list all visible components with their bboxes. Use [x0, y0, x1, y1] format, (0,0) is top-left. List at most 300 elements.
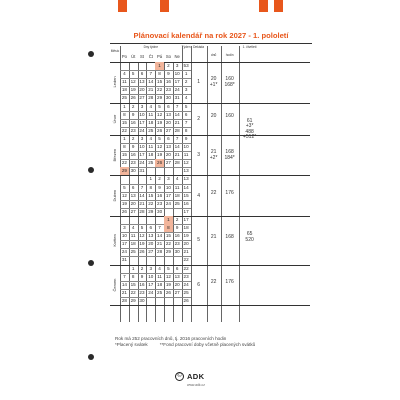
- month-number: 6: [197, 281, 200, 288]
- day-cell: 13: [130, 192, 136, 198]
- day-cell: 19: [139, 241, 145, 247]
- week-number: 9: [184, 135, 188, 141]
- month-number: 4: [197, 192, 200, 199]
- week-number: 19: [183, 233, 189, 239]
- week-number: 20: [183, 241, 189, 247]
- day-cell: 13: [148, 233, 154, 239]
- month-hours: 176: [225, 189, 234, 196]
- day-cell: 31: [121, 257, 127, 263]
- week-number: 2: [184, 79, 188, 85]
- weekday-label: Po: [121, 54, 127, 59]
- footer-notes: [115, 336, 315, 347]
- day-cell: 27: [165, 160, 171, 166]
- week-number: 21: [183, 249, 189, 255]
- day-cell: 3: [123, 225, 126, 230]
- day-cell: 4: [149, 135, 153, 141]
- week-number: 4: [184, 95, 188, 101]
- day-cell: 18: [130, 241, 136, 247]
- day-cell: 24: [121, 249, 127, 255]
- day-cell: 7: [175, 135, 179, 141]
- day-cell: 6: [175, 265, 179, 271]
- day-cell: 29: [157, 95, 163, 101]
- month-name: Květen: [112, 233, 117, 247]
- day-cell: [164, 256, 173, 264]
- day-cell: 24: [139, 160, 145, 166]
- grid-line: [239, 46, 240, 322]
- month-name: Duben: [112, 189, 117, 202]
- day-cell: [164, 297, 173, 305]
- day-cell: 9: [131, 144, 135, 149]
- day-cell: 31: [139, 168, 145, 174]
- month-days: 20 +1*: [209, 76, 218, 88]
- day-cell: 14: [157, 233, 163, 239]
- day-cell: 7: [149, 71, 153, 77]
- day-cell: [155, 216, 164, 224]
- month-hours: 160: [225, 112, 234, 119]
- month-number: 1: [197, 79, 200, 86]
- day-cell: 18: [157, 281, 163, 287]
- header-half: 1. čtvrtletí: [242, 45, 257, 49]
- day-cell: 5: [158, 103, 161, 109]
- punch-hole: [88, 260, 94, 266]
- page-title: Plánovací kalendář na rok 2027 - 1. pololetí: [133, 31, 289, 40]
- day-cell: [120, 175, 129, 183]
- day-cell: 22: [121, 160, 127, 166]
- day-cell: 21: [139, 200, 145, 206]
- day-cell: 2: [158, 176, 161, 182]
- week-number: 16: [183, 200, 189, 206]
- month-name: Leden: [112, 76, 117, 88]
- day-cell: 25: [130, 249, 136, 255]
- day-cell: 18: [121, 87, 127, 93]
- day-cell: [173, 208, 182, 216]
- day-cell: 4: [131, 225, 135, 230]
- month-days: 22: [210, 189, 217, 196]
- day-cell: 5: [140, 225, 144, 230]
- day-cell: 5: [123, 184, 126, 190]
- day-cell: 3: [140, 135, 144, 141]
- index-tab: [160, 0, 169, 12]
- day-cell: 12: [165, 273, 171, 279]
- day-cell: 25: [157, 289, 163, 295]
- header-hours: hodin: [225, 53, 234, 57]
- day-cell: 25: [121, 95, 127, 101]
- day-cell: 2: [175, 216, 179, 222]
- day-cell: 5: [158, 135, 161, 141]
- month-days: 22: [210, 278, 217, 285]
- day-cell: 15: [130, 281, 136, 287]
- index-tab: [259, 0, 268, 12]
- day-cell: [155, 167, 164, 175]
- day-cell: 23: [174, 241, 180, 247]
- month-days: 20: [210, 112, 217, 119]
- day-cell: 13: [165, 144, 171, 149]
- week-number: 17: [183, 216, 189, 222]
- week-number: 11: [183, 152, 189, 158]
- day-cell: 26: [157, 160, 163, 166]
- day-cell: 5: [131, 71, 135, 77]
- day-cell: 28: [157, 249, 163, 255]
- day-cell: 8: [158, 71, 161, 77]
- day-cell: 13: [174, 273, 180, 279]
- day-cell: [129, 62, 138, 70]
- day-cell: 17: [174, 79, 180, 85]
- day-cell: 18: [148, 152, 154, 158]
- day-cell: 12: [130, 79, 136, 85]
- day-cell: 2: [131, 103, 135, 109]
- day-cell: 15: [165, 233, 171, 239]
- day-cell: 4: [149, 103, 153, 109]
- day-cell: 19: [121, 200, 127, 206]
- day-cell: 23: [130, 127, 136, 133]
- month-name: Březen: [112, 148, 117, 162]
- weekday-label: Út: [131, 54, 136, 59]
- day-cell: 3: [175, 63, 179, 68]
- day-cell: 8: [123, 111, 126, 117]
- footer-line: Rok má 252 pracovních dnů, tj. 2016 pracovních hodin: [115, 336, 227, 341]
- header-month: Měsíc: [110, 49, 120, 53]
- day-cell: 17: [139, 152, 145, 158]
- day-cell: 10: [139, 111, 145, 117]
- month-hours: 176: [225, 278, 234, 285]
- day-cell: 8: [123, 144, 126, 149]
- day-cell: 27: [130, 208, 136, 214]
- title-bar: [110, 31, 312, 44]
- day-cell: 3: [149, 265, 153, 271]
- day-cell: 1: [131, 265, 135, 271]
- day-cell: 9: [175, 225, 179, 230]
- brand-name: ADK: [187, 372, 205, 381]
- week-number: 26: [183, 297, 189, 303]
- month-hours: 168 184*: [224, 149, 235, 161]
- day-cell: 6: [167, 103, 170, 109]
- week-number: 25: [183, 289, 189, 295]
- day-cell: 15: [121, 152, 127, 158]
- day-cell: 26: [157, 127, 163, 133]
- day-cell: 27: [139, 95, 145, 101]
- header-days: dnů: [210, 53, 217, 57]
- day-cell: 28: [174, 160, 180, 166]
- day-cell: 24: [174, 87, 180, 93]
- week-number: 3: [184, 87, 188, 93]
- day-cell: 26: [130, 95, 136, 101]
- day-cell: 10: [121, 233, 127, 239]
- quarter-total: 65 520: [245, 231, 254, 243]
- grid-line: [110, 305, 310, 306]
- day-cell: 11: [157, 273, 162, 279]
- day-cell: 14: [174, 111, 180, 117]
- day-cell: 4: [123, 71, 126, 77]
- day-cell: [120, 62, 129, 70]
- punch-hole: [88, 167, 94, 173]
- day-cell: 21: [157, 241, 163, 247]
- day-cell: 22: [121, 127, 127, 133]
- day-cell: 30: [157, 208, 163, 214]
- day-cell: 2: [167, 63, 170, 68]
- day-cell: 29: [130, 297, 136, 303]
- day-cell: 9: [167, 71, 170, 77]
- day-cell: 3: [167, 176, 170, 182]
- week-number: 13: [183, 168, 189, 174]
- day-cell: 14: [174, 144, 180, 149]
- week-number: 12: [183, 160, 189, 166]
- day-cell: 27: [148, 249, 154, 255]
- day-cell: 1: [123, 103, 126, 109]
- day-cell: 13: [139, 79, 145, 85]
- day-cell: 28: [148, 95, 154, 101]
- day-cell: 12: [121, 192, 127, 198]
- day-cell: 4: [158, 265, 161, 271]
- day-cell: 20: [165, 119, 171, 125]
- day-cell: 19: [157, 152, 163, 158]
- day-cell: 29: [121, 168, 127, 174]
- day-cell: 26: [121, 208, 127, 214]
- day-cell: 16: [174, 233, 180, 239]
- week-number: 10: [183, 144, 189, 149]
- month-hours: 160 168*: [224, 76, 235, 88]
- day-cell: 12: [139, 233, 145, 239]
- day-cell: 23: [139, 289, 145, 295]
- punch-hole: [88, 51, 94, 57]
- day-cell: [138, 256, 147, 264]
- day-cell: 17: [148, 281, 154, 287]
- day-cell: 20: [174, 281, 180, 287]
- week-number: 15: [183, 192, 189, 198]
- day-cell: 1: [123, 135, 126, 141]
- day-cell: 4: [175, 176, 179, 182]
- day-cell: 21: [148, 87, 154, 93]
- day-cell: 7: [140, 184, 144, 190]
- day-cell: 17: [165, 192, 171, 198]
- month-number: 3: [197, 152, 200, 159]
- day-cell: 9: [131, 111, 135, 117]
- day-cell: [120, 216, 129, 224]
- day-cell: 1: [149, 176, 153, 182]
- day-cell: 30: [139, 297, 145, 303]
- day-cell: 13: [165, 111, 171, 117]
- day-cell: [146, 297, 155, 305]
- day-cell: 26: [139, 249, 145, 255]
- day-cell: 25: [148, 160, 154, 166]
- week-number: 18: [183, 225, 189, 230]
- day-cell: [129, 256, 138, 264]
- grid-line: [191, 46, 192, 322]
- day-cell: [138, 175, 147, 183]
- day-cell: 2: [131, 135, 135, 141]
- week-number: 13: [183, 176, 189, 182]
- day-cell: 14: [139, 192, 145, 198]
- day-cell: 8: [164, 224, 173, 232]
- week-number: 53: [183, 63, 189, 68]
- day-cell: 20: [148, 241, 154, 247]
- index-tab: [118, 0, 127, 12]
- day-cell: [173, 256, 182, 264]
- day-cell: 9: [158, 184, 161, 190]
- day-cell: 6: [149, 225, 153, 230]
- week-number: 22: [183, 257, 189, 263]
- month-name: Červen: [112, 278, 117, 292]
- week-number: 22: [183, 265, 189, 271]
- day-cell: [146, 256, 155, 264]
- day-cell: [173, 297, 182, 305]
- day-cell: 30: [130, 168, 136, 174]
- day-cell: 26: [165, 289, 171, 295]
- day-cell: 8: [149, 184, 153, 190]
- day-cell: 25: [148, 127, 154, 133]
- header-days-of-week: Dny týdne: [143, 45, 158, 49]
- punch-hole: [88, 354, 94, 360]
- day-cell: 28: [139, 208, 145, 214]
- day-cell: 12: [157, 144, 163, 149]
- day-cell: 3: [140, 103, 144, 109]
- calendar-grid: [110, 46, 310, 322]
- day-cell: 14: [148, 79, 154, 85]
- day-cell: [129, 216, 138, 224]
- day-cell: 11: [148, 144, 154, 149]
- day-cell: 15: [121, 119, 127, 125]
- copyright-icon: ©: [175, 372, 184, 381]
- day-cell: 10: [139, 144, 145, 149]
- day-cell: 17: [121, 241, 127, 247]
- day-cell: [155, 297, 164, 305]
- day-cell: 19: [130, 87, 136, 93]
- day-cell: 9: [140, 273, 144, 279]
- day-cell: [138, 62, 147, 70]
- day-cell: 7: [175, 103, 179, 109]
- week-number: 17: [183, 208, 189, 214]
- day-cell: [138, 216, 147, 224]
- day-cell: 30: [165, 95, 171, 101]
- weekday-label: Ne: [174, 54, 180, 59]
- day-cell: 24: [139, 127, 145, 133]
- day-cell: 10: [174, 71, 180, 77]
- weekday-label: So: [165, 54, 171, 59]
- day-cell: 11: [174, 184, 180, 190]
- footer-note: *Placený svátek: [115, 341, 148, 347]
- day-cell: 8: [131, 273, 135, 279]
- brand-logo: [175, 372, 204, 381]
- day-cell: [120, 265, 129, 273]
- day-cell: 16: [130, 152, 136, 158]
- month-days: 21 +2*: [209, 149, 218, 161]
- week-number: 6: [184, 111, 188, 117]
- day-cell: 20: [130, 200, 136, 206]
- day-cell: 5: [167, 265, 170, 271]
- day-cell: 23: [130, 160, 136, 166]
- day-cell: 20: [165, 152, 171, 158]
- header-decade: Dekáda: [193, 45, 205, 49]
- day-cell: 23: [157, 200, 163, 206]
- day-cell: 22: [157, 87, 163, 93]
- day-cell: 15: [148, 192, 154, 198]
- day-cell: 18: [174, 192, 180, 198]
- day-cell: 17: [139, 119, 145, 125]
- day-cell: 21: [121, 289, 127, 295]
- day-cell: 29: [165, 249, 171, 255]
- day-cell: 1: [155, 62, 164, 70]
- day-cell: 29: [148, 208, 154, 214]
- day-cell: 31: [174, 95, 180, 101]
- day-cell: 18: [148, 119, 154, 125]
- day-cell: 22: [165, 241, 171, 247]
- day-cell: 6: [131, 184, 135, 190]
- week-number: 24: [183, 281, 189, 287]
- index-tab: [274, 0, 283, 12]
- day-cell: 28: [121, 297, 127, 303]
- day-cell: 30: [174, 249, 180, 255]
- quarter-total: 61 +3* 488 +512*: [242, 117, 257, 141]
- day-cell: 14: [121, 281, 127, 287]
- day-cell: 27: [165, 127, 171, 133]
- day-cell: [155, 256, 164, 264]
- day-cell: 25: [174, 200, 180, 206]
- month-number: 5: [197, 237, 200, 244]
- month-hours: 168: [225, 234, 234, 241]
- day-cell: [129, 175, 138, 183]
- week-number: 1: [184, 71, 188, 77]
- day-cell: 16: [139, 281, 145, 287]
- day-cell: [173, 167, 182, 175]
- day-cell: 11: [122, 79, 127, 85]
- day-cell: 16: [130, 119, 136, 125]
- day-cell: 10: [165, 184, 171, 190]
- week-number: 5: [184, 103, 188, 109]
- day-cell: 22: [148, 200, 154, 206]
- day-cell: 27: [174, 289, 180, 295]
- day-cell: 20: [139, 87, 145, 93]
- day-cell: 15: [157, 79, 163, 85]
- day-cell: 11: [148, 111, 154, 117]
- weekday-label: Pá: [157, 54, 163, 59]
- month-days: 21: [210, 234, 217, 241]
- day-cell: 6: [167, 135, 170, 141]
- day-cell: [164, 167, 173, 175]
- day-cell: 16: [165, 79, 171, 85]
- weekday-label: St: [140, 54, 144, 59]
- day-cell: 22: [130, 289, 136, 295]
- day-cell: 21: [174, 152, 180, 158]
- day-cell: 12: [157, 111, 163, 117]
- brand-url: www.adk.cz: [187, 383, 205, 387]
- week-number: 14: [183, 184, 189, 190]
- week-number: 23: [183, 273, 189, 279]
- header-week: Týden: [181, 45, 191, 49]
- day-cell: 10: [148, 273, 154, 279]
- footer-note: **Fond pracovní doby včetně placených svátků: [159, 341, 256, 347]
- day-cell: 7: [158, 225, 161, 230]
- day-cell: 28: [174, 127, 180, 133]
- week-number: 8: [184, 127, 188, 133]
- day-cell: [146, 216, 155, 224]
- day-cell: 16: [157, 192, 163, 198]
- day-cell: 11: [130, 233, 136, 239]
- day-cell: 7: [123, 273, 126, 279]
- day-cell: [146, 62, 155, 70]
- day-cell: 24: [148, 289, 154, 295]
- day-cell: 19: [157, 119, 163, 125]
- day-cell: 2: [140, 265, 144, 271]
- weekday-label: Čt: [148, 54, 153, 59]
- day-cell: 6: [140, 71, 144, 77]
- day-cell: 23: [165, 87, 171, 93]
- day-cell: [146, 167, 155, 175]
- week-number: 7: [184, 119, 188, 125]
- day-cell: 19: [165, 281, 171, 287]
- month-name: Únor: [112, 114, 117, 124]
- month-number: 2: [197, 115, 200, 122]
- day-cell: 21: [174, 119, 180, 125]
- day-cell: 1: [164, 216, 173, 224]
